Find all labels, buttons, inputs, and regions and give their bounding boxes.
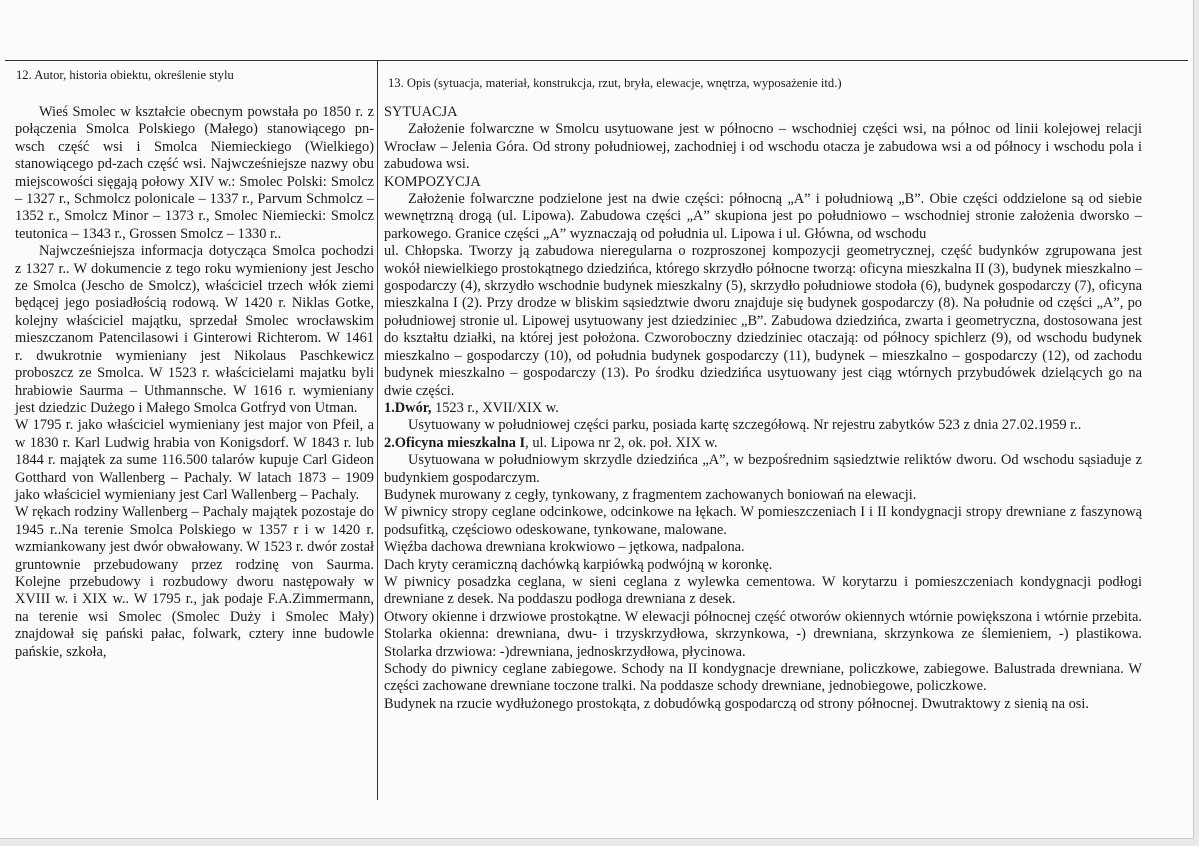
column-divider: [377, 60, 378, 800]
dwor-title: 1.Dwór,: [384, 399, 432, 416]
right-column-header: 13. Opis (sytuacja, materiał, konstrukcja, rzut, bryła, elewacje, wnętrza, wyposażenie itd.): [388, 76, 842, 90]
sytuacja-text: Założenie folwarczne w Smolcu usytuowane jest w północno – wschodniej części wsi, na północ od linii kolejowej relacji Wrocław – Jelenia Góra. Od strony południowej, zachodniej i od wschodu otacza je zabudowa wsi a od północy i wschodu pola i zabudowa wsi.: [384, 121, 1142, 173]
oficyna-title: 2.Oficyna mieszkalna I: [384, 434, 526, 451]
left-column-header: 12. Autor, historia obiektu, określenie stylu: [16, 68, 234, 82]
oficyna-line-3: Więźba dachowa drewniana krokwiowo – jętkowa, nadpalona.: [384, 539, 745, 556]
header-rule: [5, 60, 1188, 61]
history-paragraph-2: Najwcześniejsza informacja dotycząca Smolca pochodzi z 1327 r.. W dokumencie z tego roku wymieniony jest Jescho ze Smolca (Jescho de Smolcz), właściciel trzech włók ziemi będącej jego posiadłością rodową. W 1420 r. Niklas Gotke, kolejny właściciel majątku, sprzedał Smolec wrocławskim mieszczanom Patencilasowi i Ginterowi Richterom. W 1461 r. dwukrotnie wymieniany jest Nikolaus Paschkewicz proboszcz ze Smolca. W 1523 r. właścicielami majatku byli hrabiowie Saurma – Uthmannsche. W 1616 r. wymieniany jest dziedzic Dużego i Małego Smolca Gotfryd von Utman.: [15, 243, 374, 416]
history-paragraph-1: Wieś Smolec w kształcie obecnym powstała po 1850 r. z połączenia Smolca Polskiego (Małego) stanowiącego pn-wsch część wsi i Smolca Niemieckiego (Wielkiego) stanowiącego pd-zach część wsi. Najwcześniejsze nazwy obu miejscowości sięgają połowy XIV w.: Smolec Polski: Smolcz – 1327 r., Schmolcz polonicale – 1337 r., Parvum Schmolcz – 1352 r., Smolcz Minor – 1373 r., Smolec Niemiecki: Smolcz teutonica – 1343 r., Grossen Smolcz – 1330 r..: [15, 104, 374, 242]
kompozycja-text-1: Założenie folwarczne podzielone jest na dwie części: północną „A” i południową „B”. Obie części oddzielone są od siebie wewnętrzną drogą (ul. Lipowa). Zabudowa części „A” skupiona jest po południowo – wschodniej stronie założenia dworsko – parkowego. Granice części „A” wyznaczają od południa ul. Lipowa i ul. Główna, od wschodu: [384, 191, 1142, 242]
oficyna-line-6: Otwory okienne i drzwiowe prostokątne. W elewacji północnej część otworów okiennych wtórnie powiększona i wtórnie przebita. Stolarka okienna: drewniana, dwu- i trzyskrzydłowa, skrzynkowa, -) drewniana, skrzynkowa ze ślemieniem, -) plastikowa. Stolarka drzwiowa: -)drewniana, jednoskrzydłowa, płycinowa.: [384, 608, 1142, 660]
oficyna-line-4: Dach kryty ceramiczną dachówką karpiówką podwójną w koronkę.: [384, 556, 773, 573]
description-column: [384, 104, 1142, 713]
oficyna-line-1: Budynek murowany z cegły, tynkowany, z fragmentem zachowanych boniowań na elewacji.: [384, 486, 917, 503]
oficyna-line-8: Budynek na rzucie wydłużonego prostokąta, z dobudówką gospodarczą od strony północnej. Dwutraktowy z sienią na osi.: [384, 695, 1089, 712]
oficyna-line-7: Schody do piwnicy ceglane zabiegowe. Schody na II kondygnacje drewniane, policzkowe, zabiegowe. Balustrada drewniana. W części zachowane drewniane toczone tralki. Na poddasze schody drewniane, jednobiegowe, policzkowe.: [384, 661, 1142, 695]
kompozycja-text-2: ul. Chłopska. Tworzy ją zabudowa nieregularna o rozproszonej kompozycji geometrycznej, część budynków zgrupowana jest wokół niewielkiego prostokątnego dziedzińca, którego skrzydło północne tworzą: oficyna mieszkalna II (3), budynek mieszkalno – gospodarczy (4), skrzydło wschodnie budynek mieszkalny (5), skrzydło południowe stodoła (6), budynek gospodarczy (7), oficyna mieszkalna I (2). Przy drodze w bliskim sąsiedztwie dworu znajduje się budynek gospodarczy (8). Na południe od części „A”, po południowej stronie ul. Lipowej usytuowany jest dziedziniec „B”. Zabudowa dziedzińca, zwarta i geometryczna, dostosowana jest do kształtu działki, na której jest położona. Czworoboczny dziedziniec otaczają: od północy spichlerz (9), od wschodu budynek mieszkalno – gospodarczy (10), od południa budynek gospodarczy (11), budynek – mieszkalno – gospodarczy (12), od zachodu budynek mieszkalno – gospodarczy (13). Po środku dziedzińca usytuowany jest ciąg wtórnych przybudówek dzielących go na dwie części.: [384, 243, 1142, 399]
oficyna-address: , ul. Lipowa nr 2, ok. poł. XIX w.: [525, 434, 718, 451]
oficyna-line-5: W piwnicy posadzka ceglana, w sieni ceglana z wylewka cementowa. W korytarzu i pomieszczeniach kondygnacji podłogi drewniane z desek. Na poddaszu podłoga drewniana z desek.: [384, 573, 1142, 608]
history-paragraph-4: W rękach rodziny Wallenberg – Pachaly majątek pozostaje do 1945 r..Na terenie Smolca Polskiego w 1357 r i w 1420 r. wzmiankowany jest dwór obwałowany. W 1523 r. dwór został gruntownie przebudowany przez rodzinę von Saurma. Kolejne przebudowy i rozbudowy dworu następowały w XVIII w. i XIX w.. W 1795 r., jak podaje F.A.Zimmermann, na terenie wsi Smolec (Smolec Duży i Smolec Mały) znajdował się pański pałac, folwark, cztery inne budowle pańskie, szkoła,: [15, 504, 374, 660]
dwor-text: Usytuowany w południowej części parku, posiada kartę szczegółową. Nr rejestru zabytków 523 z dnia 27.02.1959 r..: [408, 417, 1082, 434]
section-title-sytuacja: SYTUACJA: [384, 104, 458, 120]
history-paragraph-3: W 1795 r. jako właściciel wymieniany jest major von Pfeil, a w 1830 r. Karl Ludwig hrabia von Konigsdorf. W 1843 r. lub 1844 r. majątek za sume 116.500 talarów kupuje Carl Gideon Gotthard von Wallenberg – Pachaly. W latach 1873 – 1909 jako właściciel wymieniany jest Carl Wallenberg – Pachaly.: [15, 417, 374, 503]
history-column: [15, 104, 374, 661]
oficyna-heading: [384, 435, 1142, 452]
dwor-heading: [384, 400, 1142, 417]
dwor-date: 1523 r., XVII/XIX w.: [431, 399, 559, 416]
section-title-kompozycja: KOMPOZYCJA: [384, 173, 481, 190]
oficyna-line-2: W piwnicy stropy ceglane odcinkowe, odcinkowe na łękach. W pomieszczeniach I i II kondygnacji stropy drewniane z faszynową podsufitką, częściowo odeskowane, tynkowane, malowane.: [384, 504, 1142, 538]
oficyna-text: Usytuowana w południowym skrzydle dziedzińca „A”, w bezpośrednim sąsiedztwie reliktów dworu. Od wschodu sąsiaduje z budynkiem gospodarczym.: [384, 452, 1142, 486]
